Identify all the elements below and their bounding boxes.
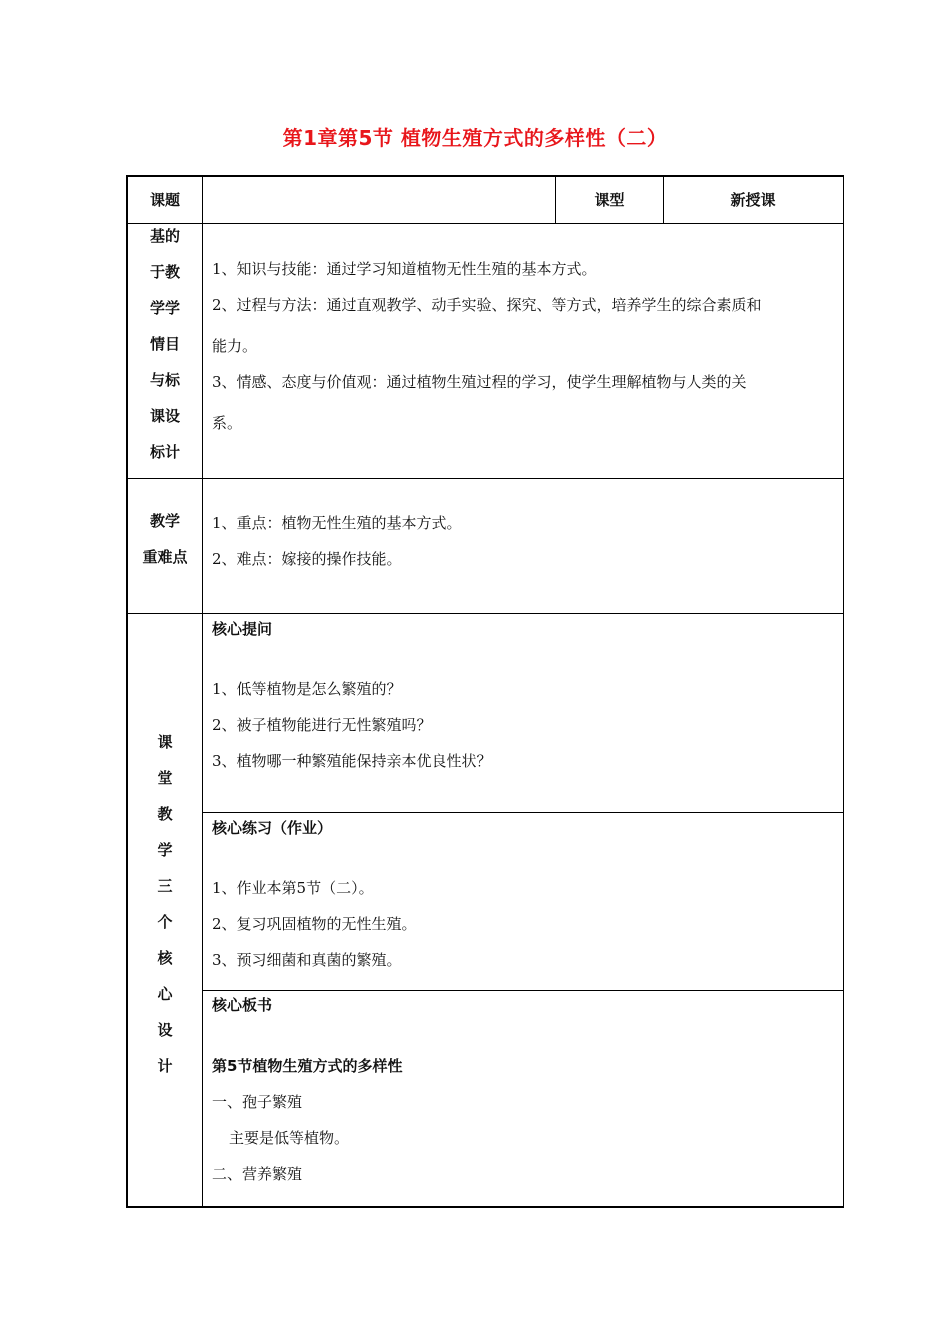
- core-design-label-char: 个: [157, 913, 173, 931]
- exercise-item: 3、预习细菌和真菌的繁殖。: [212, 951, 402, 969]
- objectives-label-line: 情目: [149, 335, 180, 353]
- row-divider-exercises: [202, 990, 843, 991]
- core-design-label: [128, 724, 202, 1084]
- key-points-label: [128, 503, 202, 575]
- row-divider-keypoints: [128, 613, 843, 614]
- core-design-label-char: 设: [157, 1021, 173, 1039]
- core-board-heading: 核心板书: [212, 996, 273, 1014]
- board-subtitle: 第5节植物生殖方式的多样性: [212, 1057, 403, 1075]
- core-design-label-char: 课: [157, 733, 173, 751]
- board-line: 主要是低等植物。: [229, 1129, 350, 1147]
- type-label: 课型: [594, 191, 625, 209]
- core-design-label-char: 学: [157, 841, 173, 859]
- exercise-item: 1、作业本第5节（二）。: [212, 879, 374, 897]
- objectives-label-line: 课设: [149, 407, 180, 425]
- type-value: 新授课: [730, 191, 776, 209]
- objectives-label-line: 学学: [149, 299, 180, 317]
- objective-item: 系。: [212, 414, 243, 432]
- core-design-label-char: 心: [157, 985, 173, 1003]
- topic-label: 课题: [149, 191, 180, 209]
- objective-item: 1、知识与技能：通过学习知道植物无性生殖的基本方式。: [212, 260, 597, 278]
- exercise-item: 2、复习巩固植物的无性生殖。: [212, 915, 417, 933]
- objective-item: 能力。: [212, 337, 258, 355]
- key-point-item: 2、难点：嫁接的操作技能。: [212, 550, 402, 568]
- objectives-label: [128, 218, 202, 470]
- core-questions-heading: 核心提问: [212, 620, 273, 638]
- core-design-label-char: 教: [157, 805, 173, 823]
- core-design-label-char: 三: [157, 877, 173, 895]
- page-title: 第1章第5节 植物生殖方式的多样性（二）: [282, 126, 668, 150]
- question-item: 1、低等植物是怎么繁殖的？: [212, 680, 402, 698]
- board-line: 一、孢子繁殖: [212, 1093, 303, 1111]
- key-points-label-line: 教学: [149, 512, 180, 530]
- topic-value: [203, 178, 555, 222]
- core-design-label-char: 堂: [157, 769, 173, 787]
- core-design-label-char: 核: [157, 949, 173, 967]
- board-line: 二、营养繁殖: [212, 1165, 303, 1183]
- objectives-label-line: 于教: [149, 263, 180, 281]
- row-divider-header: [128, 223, 843, 224]
- key-point-item: 1、重点：植物无性生殖的基本方式。: [212, 514, 462, 532]
- question-item: 2、被子植物能进行无性繁殖吗？: [212, 716, 432, 734]
- objectives-label-line: 与标: [149, 371, 180, 389]
- label-column-divider: [202, 177, 203, 1208]
- core-design-label-char: 计: [157, 1057, 173, 1075]
- core-exercises-heading: 核心练习（作业）: [212, 819, 333, 837]
- row-divider-questions: [202, 812, 843, 813]
- objectives-label-line: 标计: [149, 443, 180, 461]
- objective-item: 3、情感、态度与价值观：通过植物生殖过程的学习，使学生理解植物与人类的关: [212, 373, 747, 391]
- key-points-label-line: 重难点: [142, 548, 188, 566]
- question-item: 3、植物哪一种繁殖能保持亲本优良性状？: [212, 752, 492, 770]
- objectives-label-line: 基的: [149, 227, 180, 245]
- objective-item: 2、过程与方法：通过直观教学、动手实验、探究、等方式，培养学生的综合素质和: [212, 296, 762, 314]
- row-divider-objectives: [128, 478, 843, 479]
